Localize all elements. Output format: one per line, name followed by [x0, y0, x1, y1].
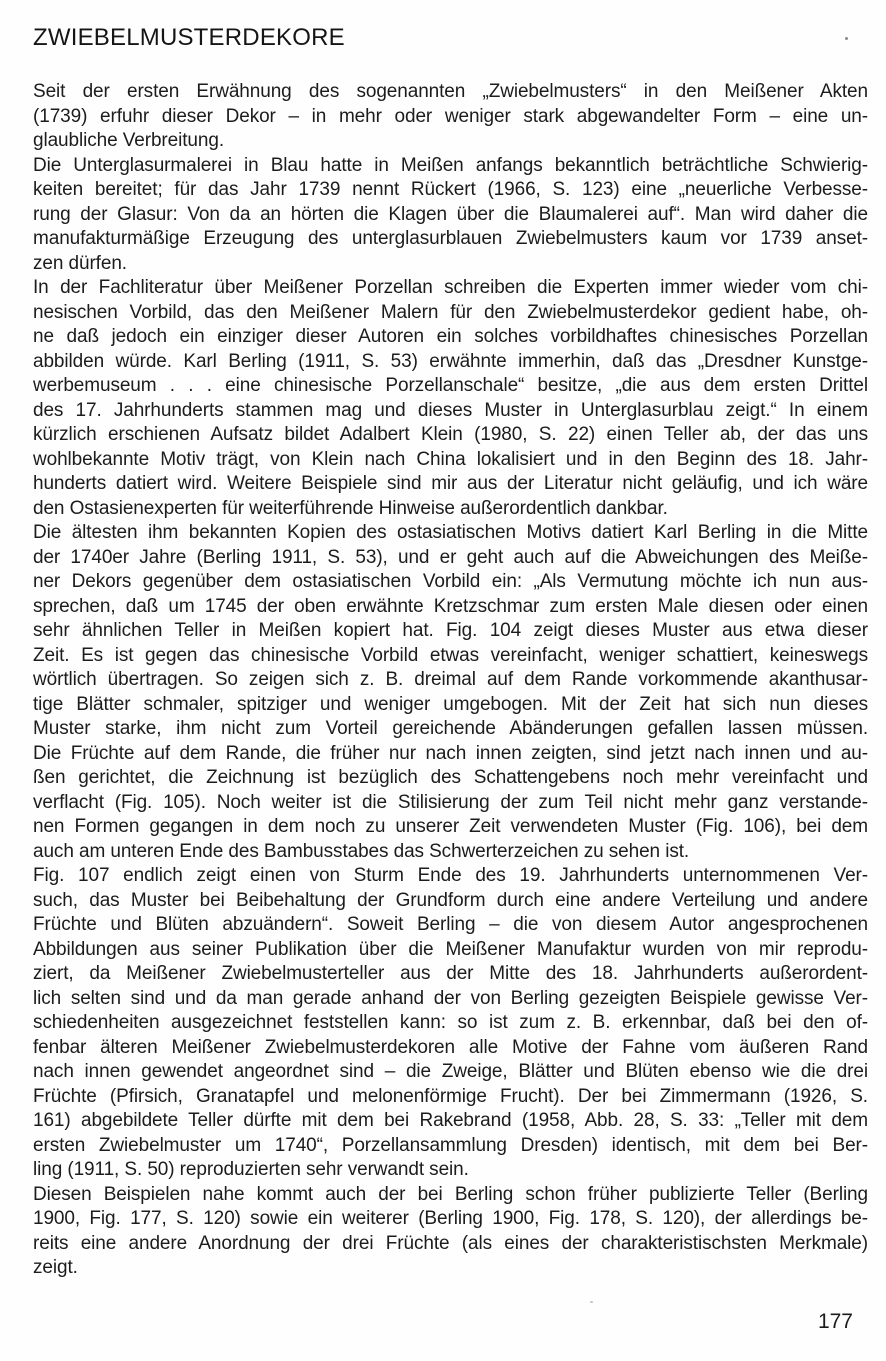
text-line: nesischen Vorbild, das den Meißener Malern für den Zwiebelmusterdekor gedient habe, oh- — [33, 301, 868, 323]
text-line: abbilden würde. Karl Berling (1911, S. 53) erwähnte immerhin, daß das „Dresdner Kunstge- — [33, 350, 868, 372]
text-line: nen Formen gegangen in dem noch zu unserer Zeit verwendeten Muster (Fig. 106), bei dem — [33, 816, 868, 837]
text-line: 1900, Fig. 177, S. 120) sowie ein weiterer (Berling 1900, Fig. 178, S. 120), der allerdings be- — [33, 1208, 868, 1229]
text-line: reits eine andere Anordnung der drei Früchte (als eines der charakteristischsten Merkmale) — [33, 1232, 868, 1254]
text-line: In der Fachliteratur über Meißener Porzellan schreiben die Experten immer wieder vom chi- — [33, 277, 868, 298]
text-line: sprechen, daß um 1745 der oben erwähnte Kretzschmar zum ersten Male diesen oder einen — [33, 595, 868, 617]
text-line: Früchte und Blüten abzuändern“. Soweit Berling – die von diesem Autor angesprochenen — [33, 914, 868, 935]
text-line: ling (1911, S. 50) reproduzierten sehr verwandt sein. — [33, 1159, 469, 1180]
text-line: hunderts datiert wird. Weitere Beispiele sind mir aus der Literatur nicht geläufig, und ich wäre — [33, 473, 868, 494]
text-line: zeigt. — [33, 1257, 78, 1278]
text-line: Zeit. Es ist gegen das chinesische Vorbild etwas vereinfacht, weniger schattiert, keineswegs — [33, 644, 868, 666]
text-line: der 1740er Jahre (Berling 1911, S. 53), und er geht auch auf die Abweichungen des Meiße- — [33, 546, 868, 568]
text-line: Muster starke, ihm nicht zum Vorteil gereichende Abänderungen gefallen lassen müssen. — [33, 718, 868, 739]
text-line: sehr ähnlichen Teller in Meißen kopiert hat. Fig. 104 zeigt dieses Muster aus etwa dieser — [33, 620, 868, 641]
text-line: Die ältesten ihm bekannten Kopien des ostasiatischen Motivs datiert Karl Berling in die Mitte — [33, 522, 868, 543]
text-line: kürzlich erschienen Aufsatz bildet Adalbert Klein (1980, S. 22) einen Teller ab, der das uns — [33, 424, 868, 445]
text-line: wohlbekannte Motiv trägt, von Klein nach China lokalisiert und in den Beginn des 18. Jahr- — [33, 448, 868, 470]
text-line: werbemuseum . . . eine chinesische Porzellanschale“ besitze, „die aus dem ersten Drittel — [33, 375, 868, 396]
text-line: ner Dekors gegenüber dem ostasiatischen Vorbild ein: „Als Vermutung möchte ich nun aus- — [33, 571, 868, 592]
text-line: ßen gerichtet, die Zeichnung ist bezüglich des Schattengebens noch mehr vereinfacht und — [33, 767, 868, 788]
text-line: such, das Muster bei Beibehaltung der Grundform durch eine andere Verteilung und andere — [33, 889, 868, 911]
text-line: Abbildungen aus seiner Publikation über die Meißener Manufaktur wurden von mir reprodu- — [33, 938, 868, 960]
text-line: Diesen Beispielen nahe kommt auch der bei Berling schon früher publizierte Teller (Berling — [33, 1183, 868, 1205]
text-line: Fig. 107 endlich zeigt einen von Sturm Ende des 19. Jahrhunderts unternommenen Ver- — [33, 865, 868, 886]
text-line: den Ostasienexperten für weiterführende Hinweise außerordentlich dankbar. — [33, 497, 668, 519]
text-line: ne daß jedoch ein einziger dieser Autoren ein solches vorbildhaftes chinesisches Porzellan — [33, 326, 868, 347]
text-line: 161) abgebildete Teller dürfte mit dem bei Rakebrand (1958, Abb. 28, S. 33: „Teller mit dem — [33, 1110, 868, 1131]
scan-speck — [590, 1301, 593, 1303]
text-line: auch am unteren Ende des Bambusstabes das Schwerterzeichen zu sehen ist. — [33, 840, 690, 862]
text-line: Früchte (Pfirsich, Granatapfel und melonenförmige Frucht). Der bei Zimmermann (1926, S. — [33, 1085, 868, 1107]
text-line: fenbar älteren Meißener Zwiebelmusterdekoren alle Motive der Fahne vom äußeren Rand — [33, 1036, 868, 1058]
text-line: keiten bereitet; für das Jahr 1739 nennt Rückert (1966, S. 123) eine „neuerliche Verbesse- — [33, 179, 868, 200]
page-number: 177 — [817, 1310, 853, 1333]
text-line: Die Unterglasurmalerei in Blau hatte in Meißen anfangs bekanntlich beträchtliche Schwierig- — [33, 154, 868, 176]
text-line: des 17. Jahrhunderts stammen mag und dieses Muster in Unterglasurblau zeigt.“ In einem — [33, 399, 868, 421]
scan-speck — [845, 37, 848, 40]
text-line: glaubliche Verbreitung. — [33, 130, 225, 151]
text-line: wörtlich übertragen. So zeigen sich z. B. dreimal auf dem Rande vorkommende akanthusar- — [33, 669, 868, 690]
text-line: schiedenheiten ausgezeichnet feststellen kann: so ist zum z. B. erkennbar, daß bei den of- — [33, 1012, 868, 1033]
body-text — [33, 80, 868, 1281]
text-line: tige Blätter schmaler, spitziger und weniger umgebogen. Mit der Zeit hat sich nun dieses — [33, 693, 868, 715]
text-line: (1739) erfuhr dieser Dekor – in mehr oder weniger stark abgewandelter Form – eine un- — [33, 105, 868, 127]
text-line: Seit der ersten Erwähnung des sogenannten „Zwiebelmusters“ in den Meißener Akten — [33, 81, 868, 102]
text-line: ziert, da Meißener Zwiebelmusterteller aus der Mitte des 18. Jahrhunderts außerordent- — [33, 963, 868, 984]
text-line: verflacht (Fig. 105). Noch weiter ist die Stilisierung der zum Teil nicht mehr ganz verstande- — [33, 791, 868, 813]
text-line: nach innen gewendet angeordnet sind – die Zweige, Blätter und Blüten ebenso wie die drei — [33, 1061, 868, 1082]
text-line: lich selten sind und da man gerade anhand der von Berling gezeigten Beispiele gewisse Ver- — [33, 987, 868, 1009]
page-title: ZWIEBELMUSTERDEKORE — [33, 24, 345, 51]
text-line: Die Früchte auf dem Rande, die früher nur nach innen zeigten, sind jetzt nach innen und au- — [33, 742, 868, 764]
text-line: ersten Zwiebelmuster um 1740“, Porzellansammlung Dresden) identisch, mit dem bei Ber- — [33, 1134, 868, 1156]
text-line: manufakturmäßige Erzeugung des unterglasurblauen Zwiebelmusters kaum vor 1739 anset- — [33, 228, 868, 249]
text-line: zen dürfen. — [33, 252, 127, 274]
text-line: rung der Glasur: Von da an hörten die Klagen über die Blaumalerei auf“. Man wird daher die — [33, 203, 868, 225]
